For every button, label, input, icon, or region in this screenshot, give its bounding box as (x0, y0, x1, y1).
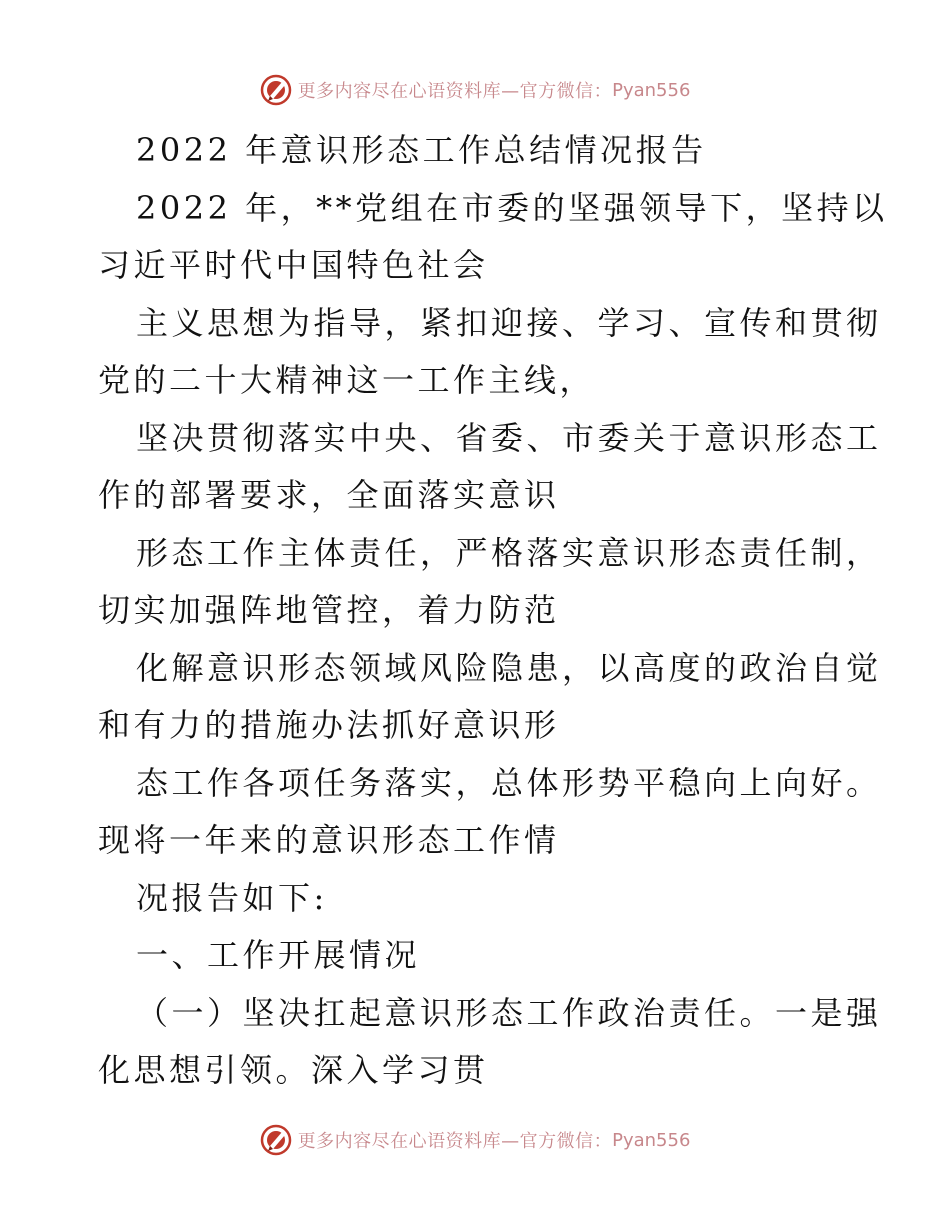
section-heading: 一、工作开展情况 (136, 936, 421, 974)
pen-seal-icon (260, 74, 292, 106)
paragraph-line: 况报告如下: (136, 878, 328, 917)
watermark-header (0, 70, 950, 110)
paragraph-line: 切实加强阵地管控，着力防范 (98, 591, 560, 629)
watermark-wechat-id: Pyan556 (612, 1129, 691, 1151)
paragraph-line: 主义思想为指导，紧扣迎接、学习、宣传和贯彻 (136, 303, 882, 342)
paragraph-line: 党的二十大精神这一工作主线， (98, 361, 596, 399)
paragraph-line: 化思想引领。深入学习贯 (98, 1051, 489, 1089)
paragraph-line: 现将一年来的意识形态工作情 (98, 821, 560, 859)
paragraph-line: 和有力的措施办法抓好意识形 (98, 706, 560, 744)
document-body (98, 122, 888, 1100)
paragraph-line: 坚决贯彻落实中央、省委、市委关于意识形态工 (136, 418, 882, 457)
paragraph-line: 习近平时代中国特色社会 (98, 246, 489, 284)
paragraph-line: 2022 年，**党组在市委的坚强领导下，坚持以 (136, 188, 888, 227)
subsection-heading: （一）坚决扛起意识形态工作政治责任。一是强 (136, 993, 882, 1032)
watermark-text: 更多内容尽在心语资料库—官方微信： (297, 81, 613, 102)
watermark-footer (0, 1120, 950, 1160)
watermark-wechat-id: Pyan556 (612, 79, 691, 101)
pen-seal-icon (260, 1124, 292, 1156)
paragraph-line: 作的部署要求，全面落实意识 (98, 476, 560, 514)
paragraph-line: 态工作各项任务落实，总体形势平稳向上向好。 (136, 763, 882, 802)
paragraph-line: 形态工作主体责任，严格落实意识形态责任制， (136, 533, 882, 572)
watermark-text: 更多内容尽在心语资料库—官方微信： (297, 1131, 613, 1152)
document-title: 2022 年意识形态工作总结情况报告 (136, 131, 707, 169)
paragraph-line: 化解意识形态领域风险隐患，以高度的政治自觉 (136, 648, 882, 687)
